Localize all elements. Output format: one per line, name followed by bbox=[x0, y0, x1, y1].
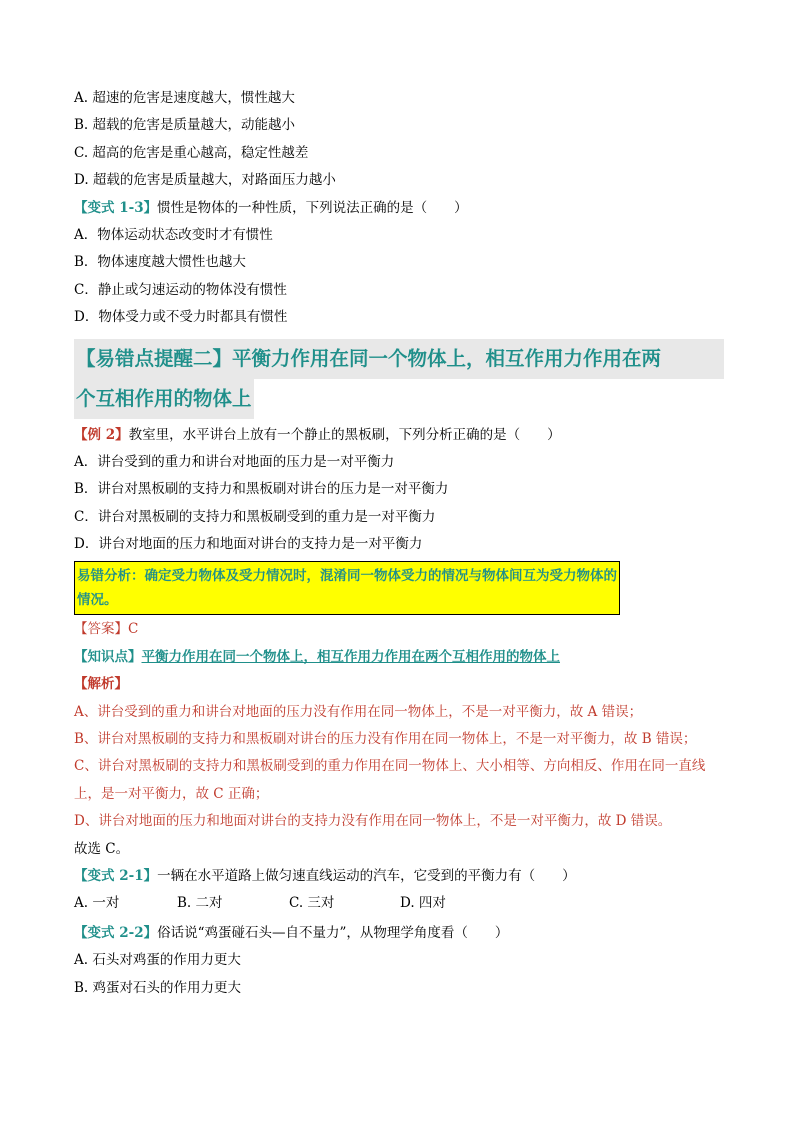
option-c: C. 超高的危害是重心越高，稳定性越差 bbox=[74, 144, 309, 161]
analysis-line-c: C、讲台对黑板刷的支持力和黑板刷受到的重力作用在同一物体上、大小相等、方向相反、作用在同一直线 bbox=[74, 758, 706, 775]
analysis-line-b: B、讲台对黑板刷的支持力和黑板刷对讲台的压力没有作用在同一物体上，不是一对平衡力，故 B 错误； bbox=[74, 731, 697, 748]
variant-2-1-question bbox=[74, 866, 724, 893]
section-heading-line2: 个互相作用的物体上 bbox=[74, 379, 254, 419]
analysis-line-d: D、讲台对地面的压力和地面对讲台的支持力没有作用在同一物体上，不是一对平衡力，故 D 错误。 bbox=[74, 813, 672, 830]
knowledge-tag: 【知识点】 bbox=[74, 648, 142, 665]
variant-tag: 【变式 2-2】 bbox=[74, 924, 158, 941]
section-heading-line1: 【易错点提醒二】平衡力作用在同一个物体上，相互作用力作用在两 bbox=[74, 339, 724, 379]
analysis-conclusion: 故选 C。 bbox=[74, 840, 130, 857]
mistake-analysis-line2: 情况。 bbox=[77, 592, 118, 609]
choice-b: B. 二对 bbox=[177, 895, 223, 912]
variant-1-3-option-d: D．物体受力或不受力时都具有惯性 bbox=[74, 309, 288, 326]
variant-1-3-option-c: C．静止或匀速运动的物体没有惯性 bbox=[74, 281, 287, 298]
variant-2-2-option-a: A. 石头对鸡蛋的作用力更大 bbox=[74, 952, 241, 969]
mistake-analysis-box bbox=[74, 561, 620, 615]
knowledge-point bbox=[74, 647, 724, 674]
variant-2-1-choices bbox=[74, 893, 724, 920]
option-d: D. 超载的危害是质量越大，对路面压力越小 bbox=[74, 172, 336, 189]
answer-line bbox=[74, 619, 724, 646]
variant-1-3-question bbox=[74, 198, 724, 225]
variant-2-2-question bbox=[74, 923, 724, 950]
example-2-option-a: A．讲台受到的重力和讲台对地面的压力是一对平衡力 bbox=[74, 453, 395, 470]
question-text: 一辆在水平道路上做匀速直线运动的汽车，它受到的平衡力有（ ） bbox=[157, 867, 576, 884]
knowledge-text: 平衡力作用在同一个物体上，相互作用力作用在两个互相作用的物体上 bbox=[141, 648, 560, 665]
option-a: A. 超速的危害是速度越大，惯性越大 bbox=[74, 90, 295, 106]
variant-tag: 【变式 2-1】 bbox=[74, 867, 158, 884]
choice-a: A. 一对 bbox=[74, 895, 120, 912]
document-page bbox=[74, 88, 724, 1005]
example-2-option-c: C．讲台对黑板刷的支持力和黑板刷受到的重力是一对平衡力 bbox=[74, 508, 436, 525]
option-b: B. 超载的危害是质量越大，动能越小 bbox=[74, 117, 296, 134]
example-2-option-d: D．讲台对地面的压力和地面对讲台的支持力是一对平衡力 bbox=[74, 536, 423, 553]
choice-d: D. 四对 bbox=[400, 895, 446, 912]
variant-2-2-option-b: B. 鸡蛋对石头的作用力更大 bbox=[74, 979, 242, 996]
analysis-line-c-cont: 上，是一对平衡力，故 C 正确； bbox=[74, 785, 269, 802]
choice-c: C. 三对 bbox=[289, 895, 335, 912]
mistake-analysis-line1: 易错分析：确定受力物体及受力情况时，混淆同一物体受力的情况与物体间互为受力物体的 bbox=[77, 568, 617, 585]
variant-tag: 【变式 1-3】 bbox=[74, 199, 158, 216]
question-text: 俗话说“鸡蛋碰石头—自不量力”，从物理学角度看（ ） bbox=[157, 924, 509, 941]
variant-1-3-option-b: B．物体速度越大惯性也越大 bbox=[74, 254, 246, 271]
analysis-line-a: A、讲台受到的重力和讲台对地面的压力没有作用在同一物体上，不是一对平衡力，故 A 错误； bbox=[74, 703, 643, 720]
question-text: 教室里，水平讲台上放有一个静止的黑板刷，下列分析正确的是（ ） bbox=[128, 426, 561, 443]
variant-1-3-option-a: A．物体运动状态改变时才有惯性 bbox=[74, 226, 273, 243]
example-tag: 【例 2】 bbox=[74, 426, 129, 443]
answer-tag: 【答案】 bbox=[74, 621, 128, 638]
analysis-tag: 【解析】 bbox=[74, 676, 128, 693]
question-text: 惯性是物体的一种性质，下列说法正确的是（ ） bbox=[157, 199, 468, 216]
example-2-option-b: B．讲台对黑板刷的支持力和黑板刷对讲台的压力是一对平衡力 bbox=[74, 481, 449, 498]
answer-value: C bbox=[128, 621, 139, 638]
example-2-question bbox=[74, 425, 724, 452]
